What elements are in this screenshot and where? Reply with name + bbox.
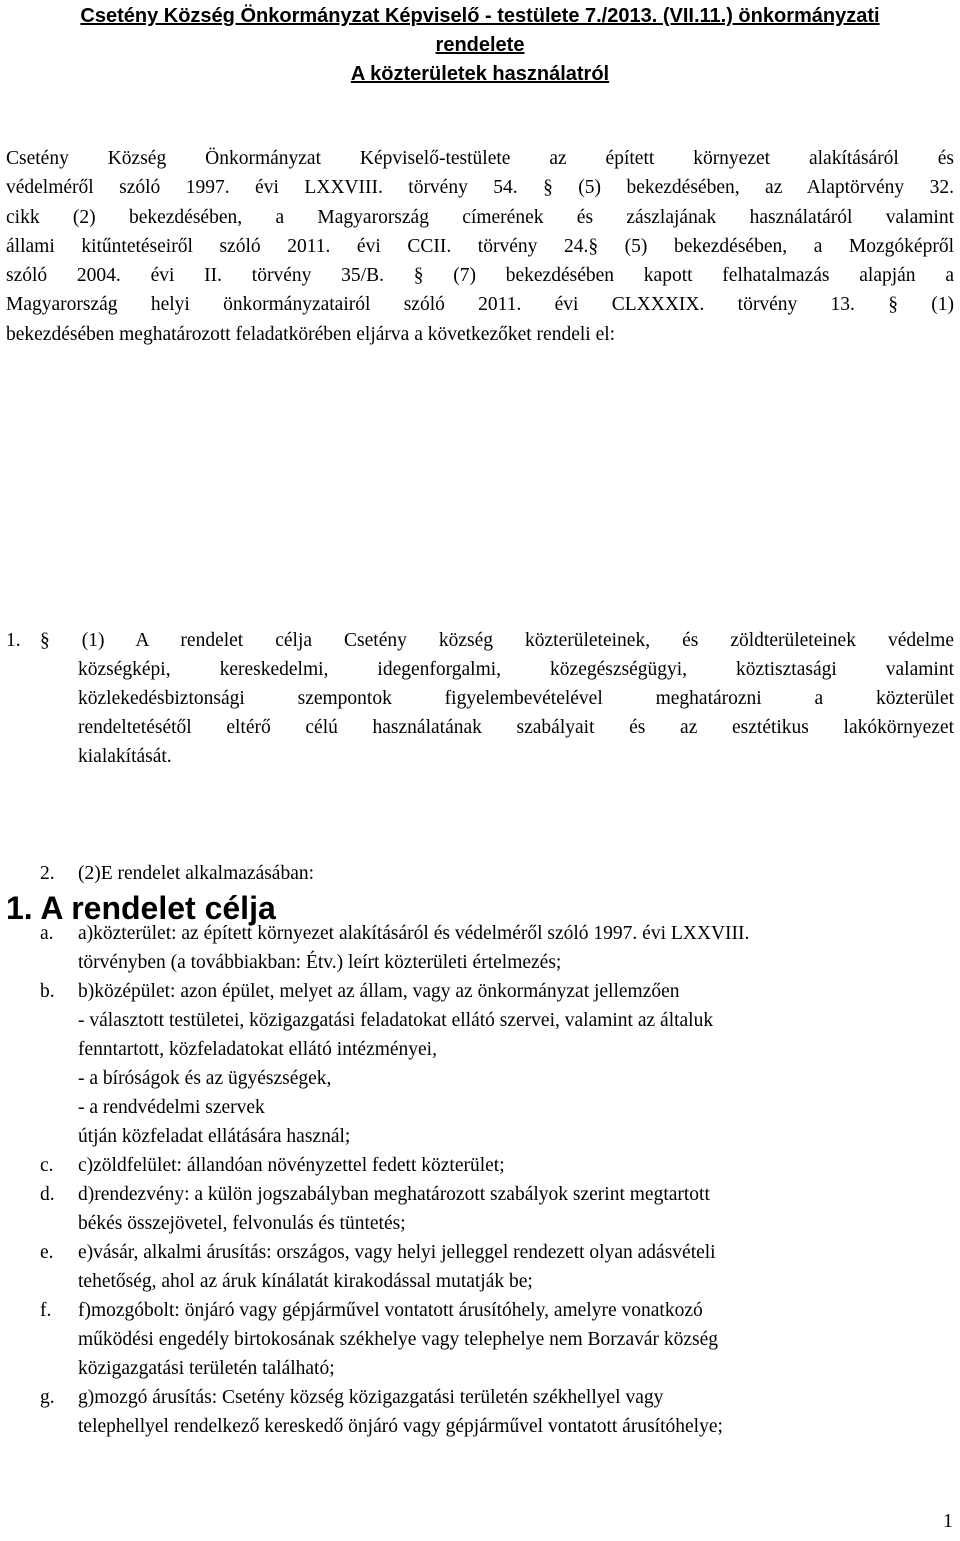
definition-line: d)rendezvény: a külön jogszabályban meghatározott szabályok szerint megtartott: [78, 1184, 710, 1205]
paragraph-number: 1.: [6, 630, 21, 651]
paragraph-number: 2.: [40, 863, 55, 884]
preamble-line: védelméről szóló 1997. évi LXXVIII. törvény 54. § (5) bekezdésében, az Alaptörvény 32.: [6, 177, 954, 199]
list-letter: e.: [40, 1242, 54, 1263]
paragraph-1: [40, 626, 954, 655]
definition-d: [78, 1180, 710, 1238]
definition-line: - választott testületei, közigazgatási feladatokat ellátó szervei, valamint az általuk: [78, 1010, 714, 1032]
paragraph-2: [78, 859, 314, 888]
paragraph-line: közlekedésbiztonsági szempontok figyelembevételével meghatározni a közterület: [78, 688, 954, 710]
definition-a: [78, 919, 749, 977]
definition-e: [78, 1238, 716, 1296]
definition-line: - a bíróságok és az ügyészségek,: [78, 1068, 332, 1090]
definition-line: - a rendvédelmi szervek: [78, 1097, 265, 1119]
definition-line: tehetőség, ahol az áruk kínálatát kirakodással mutatják be;: [78, 1271, 533, 1293]
definition-line: törvényben (a továbbiakban: Étv.) leírt közterületi értelmezés;: [78, 952, 562, 974]
list-letter: f.: [40, 1300, 52, 1321]
preamble-line: cikk (2) bekezdésében, a Magyarország címerének és zászlajának használatáról valamint: [6, 206, 954, 228]
definition-g: [78, 1383, 723, 1441]
title-line-2: rendelete: [435, 34, 525, 56]
paragraph-line: rendeltetésétől eltérő célú használatának szabályait és az esztétikus lakókörnyezet: [78, 717, 954, 739]
definition-line: a)közterület: az épített környezet alakításáról és védelméről szóló 1997. évi LXXVIII.: [78, 923, 750, 944]
list-letter: a.: [40, 923, 54, 944]
list-letter: g.: [40, 1387, 55, 1408]
paragraph-line: kialakítását.: [78, 746, 172, 768]
definition-line: fenntartott, közfeladatokat ellátó intézményei,: [78, 1039, 437, 1061]
title-line-1: Csetény Község Önkormányzat Képviselő - testülete 7./2013. (VII.11.) önkormányzati: [80, 5, 880, 27]
definition-b: [78, 977, 713, 1152]
definition-line: közigazgatási területén található;: [78, 1358, 335, 1380]
list-letter: b.: [40, 981, 55, 1002]
definition-line: c)zöldfelület: állandóan növényzettel fedett közterület;: [78, 1155, 505, 1176]
definition-line: működési engedély birtokosának székhelye vagy telephelye nem Borzavár község: [78, 1329, 719, 1351]
definition-line: f)mozgóbolt: önjáró vagy gépjárművel vontatott árusítóhely, amelyre vonatkozó: [78, 1300, 703, 1321]
paragraph-line: községképi, kereskedelmi, idegenforgalmi, közegészségügyi, köztisztasági valamint: [78, 659, 954, 680]
definition-line: békés összejövetel, felvonulás és tüntetés;: [78, 1213, 406, 1235]
preamble-line: szóló 2004. évi II. törvény 35/B. § (7) bekezdésében kapott felhatalmazás alapján a: [6, 265, 954, 287]
definition-line: b)középület: azon épület, melyet az állam, vagy az önkormányzat jellemzően: [78, 981, 680, 1002]
definition-line: g)mozgó árusítás: Csetény község közigazgatási területén székhellyel vagy: [78, 1387, 664, 1408]
list-letter: d.: [40, 1184, 55, 1205]
page-number: 1: [943, 1510, 953, 1532]
list-letter: c.: [40, 1155, 54, 1176]
preamble-line: Csetény Község Önkormányzat Képviselő-testülete az épített környezet alakításáról és: [6, 148, 954, 169]
paragraph-1-continued: [78, 655, 954, 771]
definition-c: [78, 1151, 505, 1180]
document-title: [0, 2, 960, 89]
paragraph-line: § (1) A rendelet célja Csetény község közterületeinek, és zöldterületeinek védelme: [40, 630, 954, 651]
preamble: [6, 144, 954, 349]
definition-line: telephellyel rendelkező kereskedő önjáró vagy gépjárművel vontatott árusítóhelye;: [78, 1416, 723, 1438]
preamble-line: állami kitűntetéseiről szóló 2011. évi CCII. törvény 24.§ (5) bekezdésében, a Mozgóképről: [6, 235, 954, 257]
preamble-line: bekezdésében meghatározott feladatkörében eljárva a következőket rendeli el:: [6, 323, 616, 345]
preamble-line: Magyarország helyi önkormányzatairól szóló 2011. évi CLXXXIX. törvény 13. § (1): [6, 294, 954, 316]
section-heading: 1. A rendelet célja: [6, 890, 276, 926]
definition-f: [78, 1296, 718, 1383]
definition-line: e)vásár, alkalmi árusítás: országos, vagy helyi jelleggel rendezett olyan adásvételi: [78, 1242, 716, 1263]
definition-line: útján közfeladat ellátására használ;: [78, 1126, 351, 1148]
title-line-3: A közterületek használatról: [350, 63, 610, 85]
paragraph-line: (2)E rendelet alkalmazásában:: [78, 863, 315, 884]
